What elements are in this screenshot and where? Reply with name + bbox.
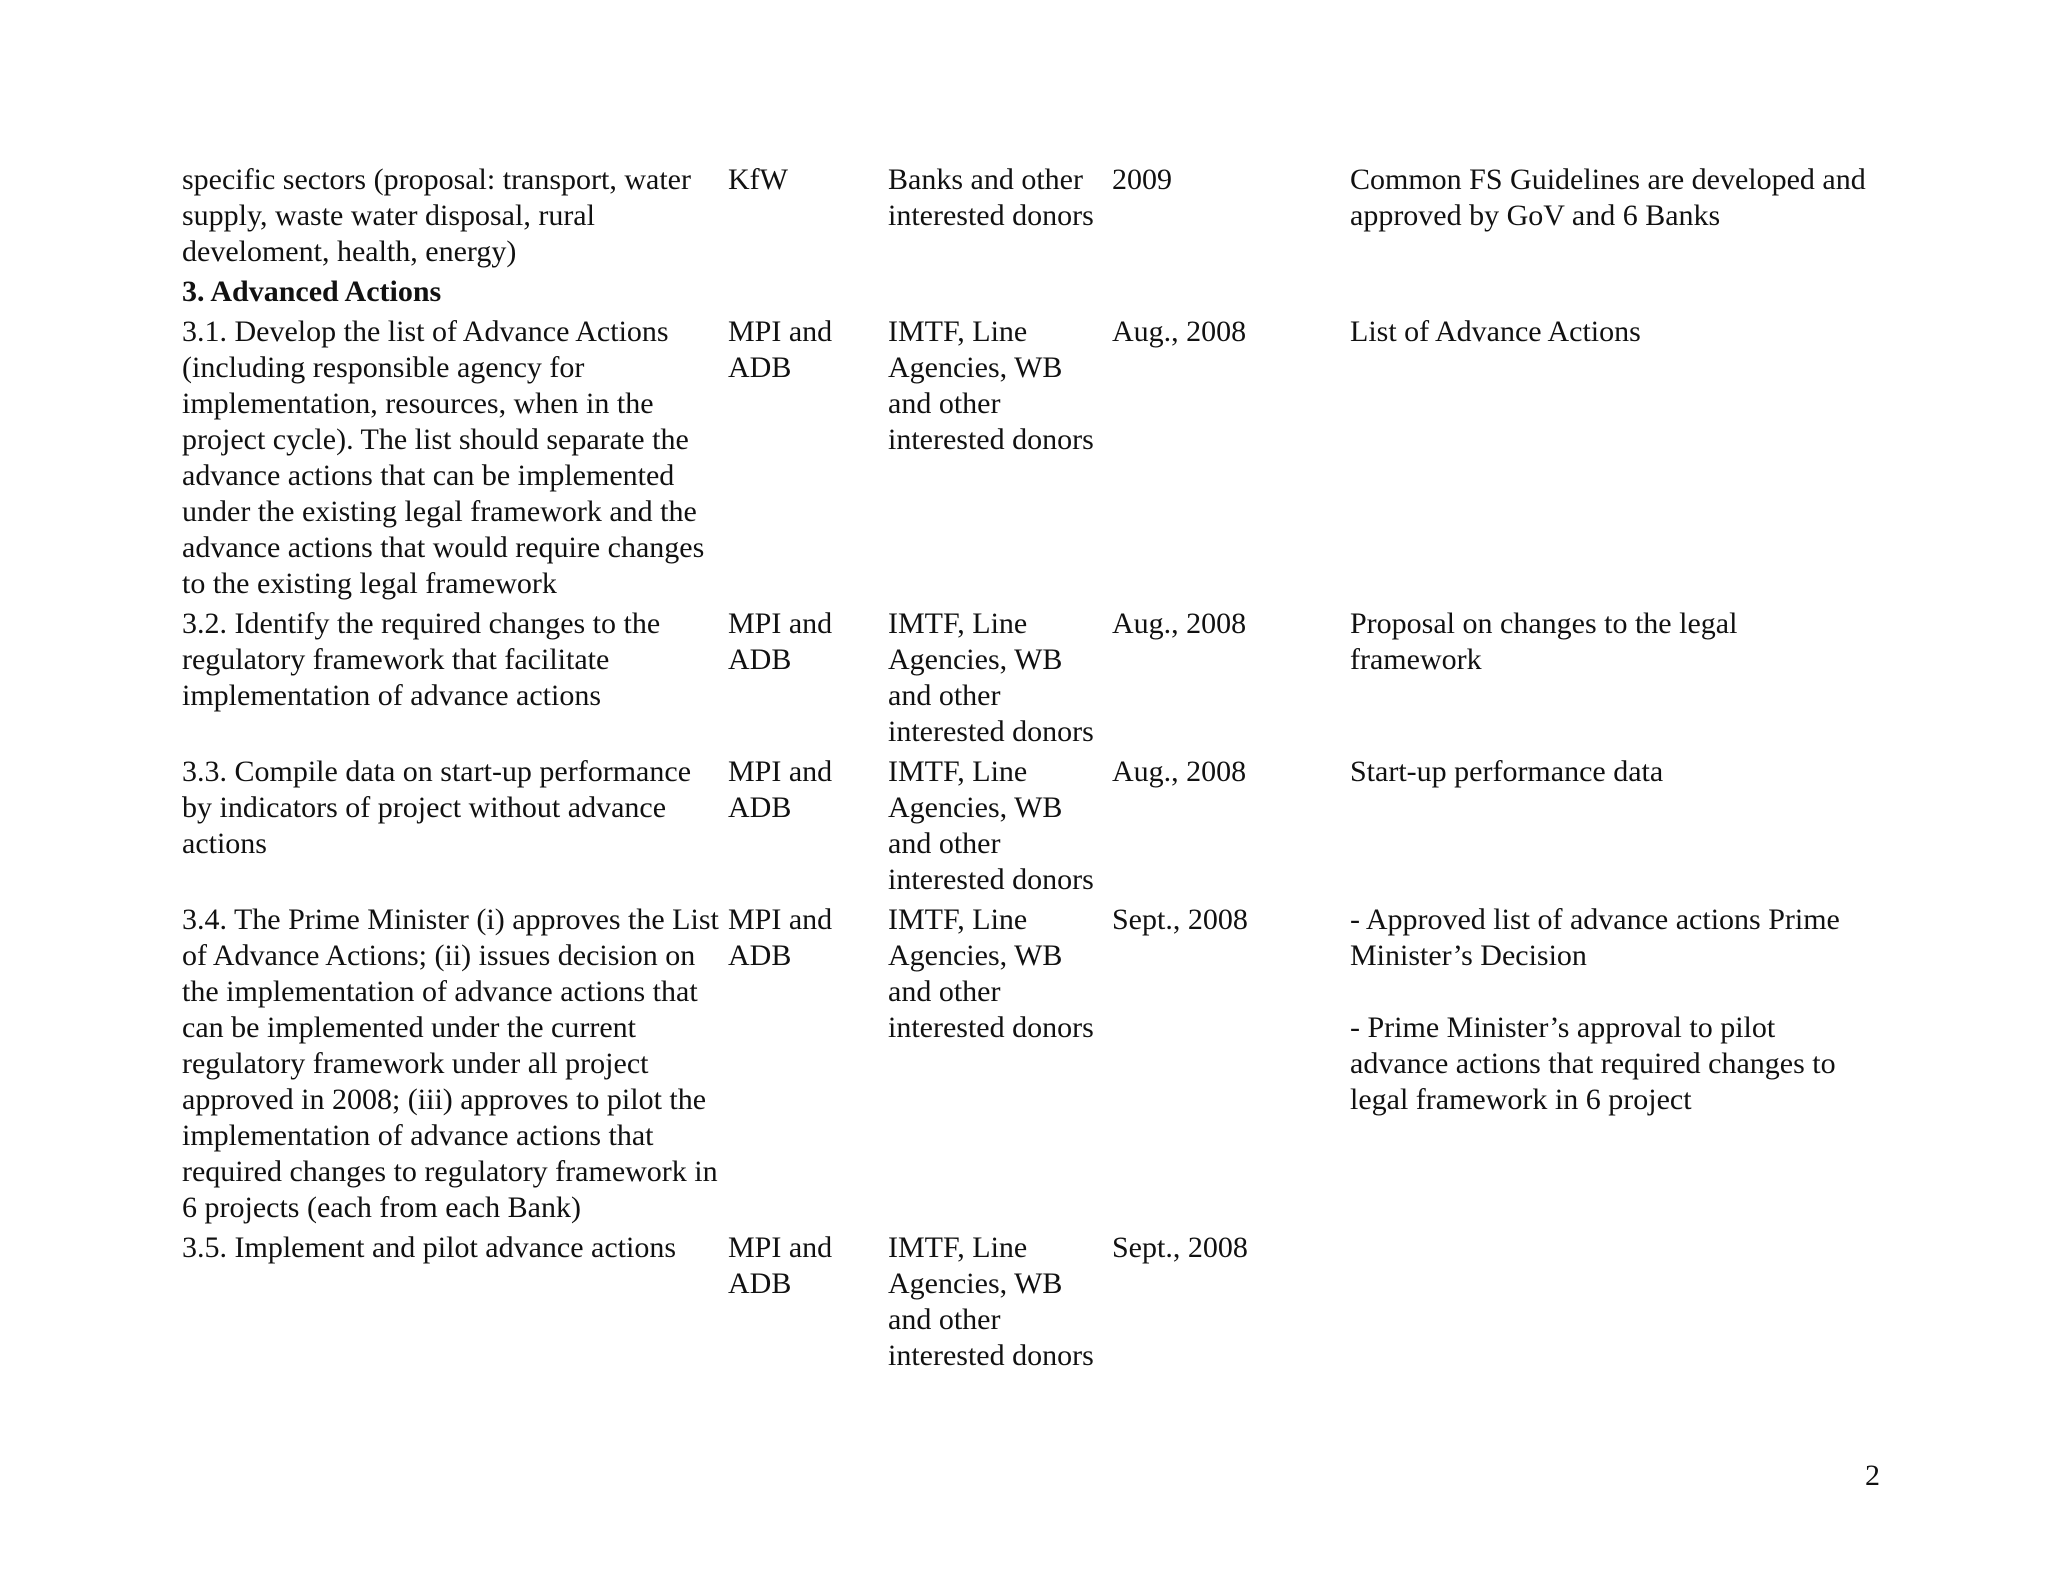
activity-cell: 3.1. Develop the list of Advance Actions (including responsible agency for implementation, resources, when in the project cycle). The list should separate the advance actions that can be implemented under the existing legal framework and the advance actions that would require changes to the existing legal framework xyxy=(182,315,705,600)
activity-cell: 3.2. Identify the required changes to the regulatory framework that facilitate implementation of advance actions xyxy=(182,607,661,712)
table-row xyxy=(176,754,1876,902)
activity-cell: 3.3. Compile data on start-up performance by indicators of project without advance actions xyxy=(182,755,692,860)
activity-cell: 3.5. Implement and pilot advance actions xyxy=(182,1231,677,1264)
table-row xyxy=(176,902,1876,1230)
section-heading-row xyxy=(176,274,1876,314)
support-agency-cell: IMTF, Line Agencies, WB and other interested donors xyxy=(888,1231,1094,1372)
timeline-cell: Aug., 2008 xyxy=(1112,755,1247,788)
output-spacer xyxy=(1350,974,1876,1010)
lead-agency-cell: MPI and ADB xyxy=(728,607,833,676)
support-agency-cell: IMTF, Line Agencies, WB and other interested donors xyxy=(888,607,1094,748)
timeline-cell: Aug., 2008 xyxy=(1112,315,1247,348)
page-number: 2 xyxy=(1865,1459,1880,1492)
output-cell: Common FS Guidelines are developed and approved by GoV and 6 Banks xyxy=(1350,163,1866,232)
output-cell xyxy=(1344,902,1876,1230)
lead-agency-cell: MPI and ADB xyxy=(728,903,833,972)
output-cell: Proposal on changes to the legal framework xyxy=(1350,607,1738,676)
activity-cell: 3.4. The Prime Minister (i) approves the List of Advance Actions; (ii) issues decision on the implementation of advance actions that can be implemented under the current regulatory framework under all project approved in 2008; (iii) approves to pilot the implementation of advance actions that required changes to regulatory framework in 6 projects (each from each Bank) xyxy=(182,903,719,1224)
lead-agency-cell: MPI and ADB xyxy=(728,1231,833,1300)
action-plan-table xyxy=(176,162,1876,1378)
timeline-cell: Aug., 2008 xyxy=(1112,607,1247,640)
timeline-cell: 2009 xyxy=(1112,163,1172,196)
output-item: - Approved list of advance actions Prime Minister’s Decision xyxy=(1350,903,1840,972)
activity-cell: specific sectors (proposal: transport, water supply, waste water disposal, rural develoment, health, energy) xyxy=(182,163,691,268)
timeline-cell: Sept., 2008 xyxy=(1112,1231,1248,1264)
output-cell xyxy=(1344,1230,1876,1378)
lead-agency-cell: KfW xyxy=(728,163,788,196)
table-row xyxy=(176,162,1876,274)
support-agency-cell: IMTF, Line Agencies, WB and other interested donors xyxy=(888,315,1094,456)
support-agency-cell: IMTF, Line Agencies, WB and other interested donors xyxy=(888,903,1094,1044)
lead-agency-cell: MPI and ADB xyxy=(728,315,833,384)
support-agency-cell: IMTF, Line Agencies, WB and other interested donors xyxy=(888,755,1094,896)
table-row xyxy=(176,606,1876,754)
timeline-cell: Sept., 2008 xyxy=(1112,903,1248,936)
output-item: - Prime Minister’s approval to pilot advance actions that required changes to legal framework in 6 project xyxy=(1350,1011,1836,1116)
output-cell: Start-up performance data xyxy=(1350,755,1664,788)
table-row xyxy=(176,1230,1876,1378)
lead-agency-cell: MPI and ADB xyxy=(728,755,833,824)
table-row xyxy=(176,314,1876,606)
output-cell: List of Advance Actions xyxy=(1350,315,1641,348)
support-agency-cell: Banks and other interested donors xyxy=(888,163,1094,232)
section-heading: 3. Advanced Actions xyxy=(182,275,442,308)
